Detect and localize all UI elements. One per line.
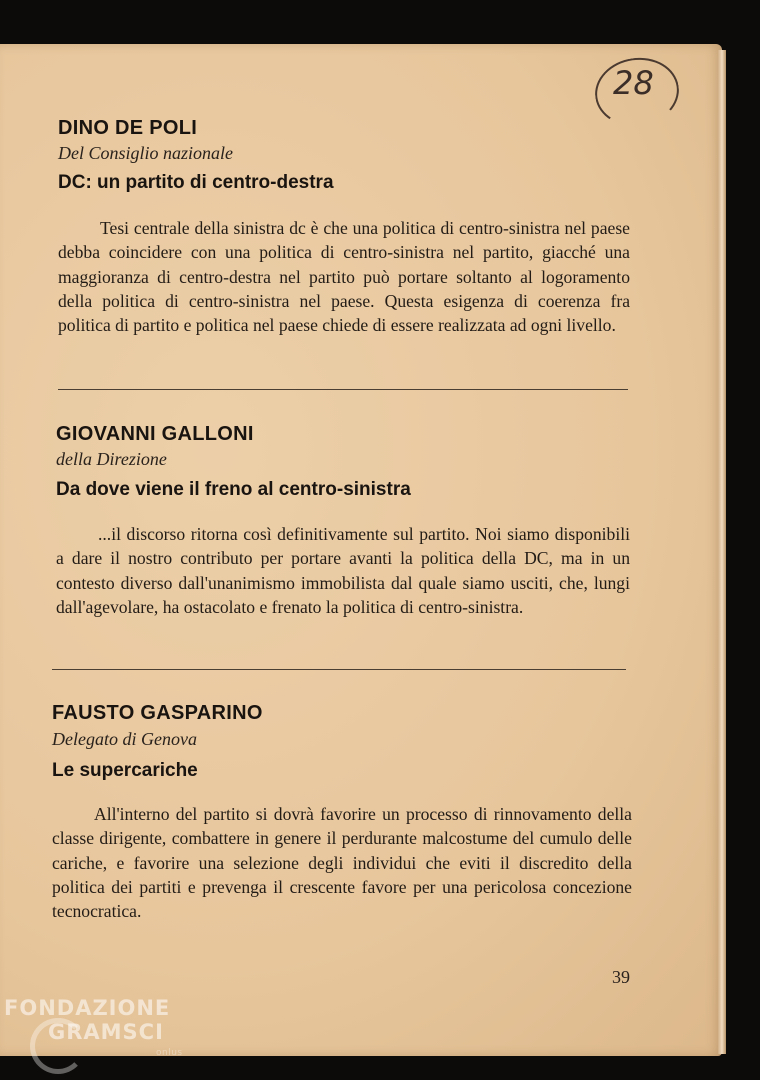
- author-role: Delegato di Genova: [52, 729, 197, 749]
- section-headline: DC: un partito di centro-destra: [58, 172, 334, 193]
- author-name: DINO DE POLI: [58, 117, 198, 139]
- page-edge: [718, 50, 726, 1054]
- author-name: FAUSTO GASPARINO: [52, 702, 263, 724]
- watermark-line3: onlus: [156, 1048, 183, 1058]
- section-divider: [52, 669, 626, 670]
- watermark: [4, 996, 183, 1058]
- author-name: GIOVANNI GALLONI: [56, 423, 254, 445]
- watermark-line1: FONDAZIONE: [4, 996, 171, 1020]
- section-text: All'interno del partito si dovrà favorire un processo di rinnovamento della classe dirigente, combattere in genere il perdurante malcostume del cumulo delle cariche, e favorire una selezione degli individui che eviti il discredito della politica dei partiti e prevenga il crescente favore per una pericolosa concezione tecnocratica.: [52, 804, 632, 922]
- page-number: 39: [612, 967, 630, 987]
- section-text: Tesi centrale della sinistra dc è che una politica di centro-sinistra nel paese debba coincidere con una politica di centro-sinistra nel partito, giacché una maggioranza di centro-destra nel partito può portare soltanto al logoramento della politica di centro-sinistra nel paese. Questa esigenza di coerenza fra politica di partito e politica nel paese chiede di essere realizzata ad ogni livello.: [58, 218, 630, 336]
- section-divider: [58, 389, 628, 390]
- section-text: ...il discorso ritorna così definitivamente sul partito. Noi siamo disponibili a dare il nostro contributo per portare avanti la politica della DC, ma in un contesto diverso dall'unanimismo immobilista dal quale siamo usciti, che, lungi dall'agevolare, ha ostacolato e frenato la politica di centro-sinistra.: [56, 524, 630, 617]
- archive-stamp-number: 28: [613, 64, 654, 102]
- author-role: Del Consiglio nazionale: [58, 143, 233, 163]
- section-headline: Da dove viene il freno al centro-sinistra: [56, 479, 411, 500]
- watermark-line2: GRAMSCI: [48, 1020, 164, 1044]
- author-role: della Direzione: [56, 449, 167, 469]
- section-headline: Le supercariche: [52, 760, 198, 781]
